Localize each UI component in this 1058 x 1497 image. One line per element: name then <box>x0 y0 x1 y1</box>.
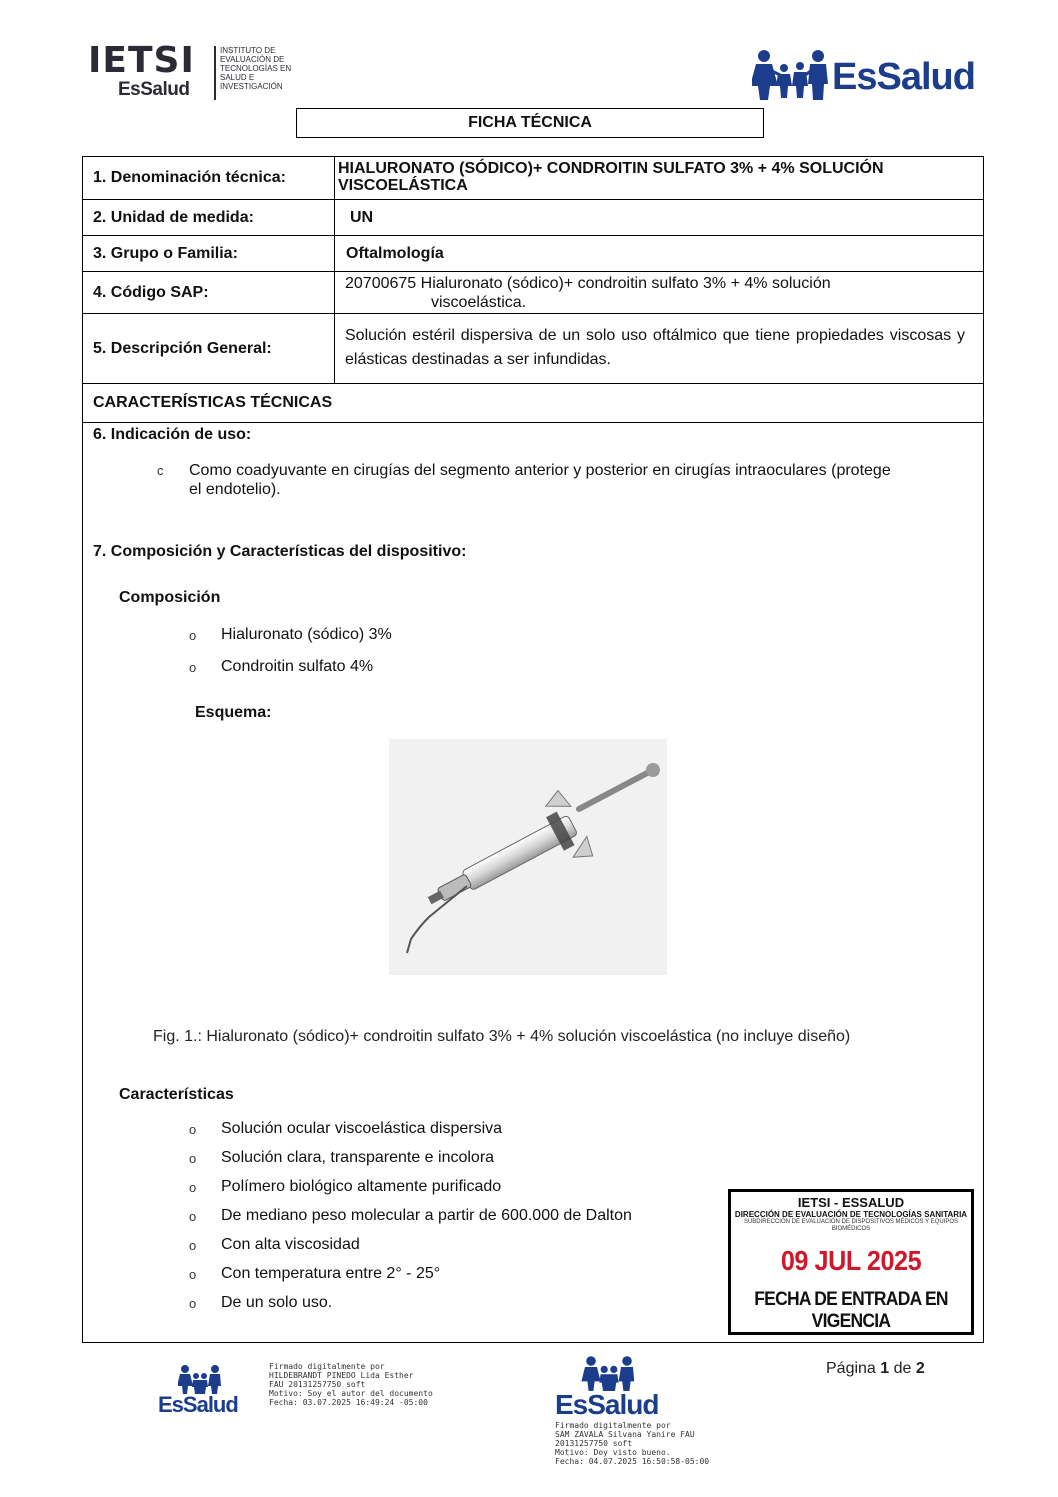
esquema-label: Esquema: <box>195 704 272 721</box>
row-value-grupo: Oftalmología <box>346 245 444 262</box>
ietsi-logo-divider <box>214 46 216 100</box>
row-value-denominacion: HIALURONATO (SÓDICO)+ CONDROITIN SULFATO 3% + 4% SOLUCIÓN VISCOELÁSTICA <box>338 160 884 194</box>
composicion-title: 7. Composición y Características del dispositivo: <box>93 543 467 560</box>
ietsi-logo-word: IETSI <box>88 40 195 81</box>
footer-essalud-logo-center: EsSalud <box>555 1355 665 1421</box>
stamp-label: FECHA DE ENTRADA EN VIGENCIA <box>754 1289 948 1332</box>
table-row <box>83 157 983 200</box>
document-title: FICHA TÉCNICA <box>296 108 764 138</box>
table-row <box>83 236 983 272</box>
figure-caption: Fig. 1.: Hialuronato (sódico)+ condroitin sulfato 3% + 4% solución viscoelástica (no incluye diseño) <box>153 1028 851 1045</box>
technical-sheet-frame: 1. Denominación técnica: HIALURONATO (SÓDICO)+ CONDROITIN SULFATO 3% + 4% SOLUCIÓN VISCOELÁSTICA 2. Unidad de medida: UN 3. Grupo o Familia: Oftalmología 4. Código SAP: 20700675 Hialuronato (sódico)+ condroitin sulfato 3% + 4% solución viscoelástica. 5. Descripción General: Solución estéril dispersiva de un solo uso oftálmico que tiene propiedades viscosas y elásticas destinadas a ser infundidas. CARACTERÍSTICAS TÉCNICAS 6. Indicación de uso: c Como coadyuvante en cirugías del segmento anterior y posterior en cirugías intraoculares (protege el endotelio). 7. Composición y Características del dispositivo: Composición o Hialuronato (sódico) 3% o Condroitin sulfato 4% Esquema: Fig. 1.: Hialuronato (sódico)+ condroitin sulfato 3% + 4% solución viscoelástica (no incluye diseño) Características o Solución ocular viscoelástica dispersiva o Solución clara, transparente e incolora o Polímero biológico altamente purificado o De mediano peso molecular a partir de 600.000 de Dalton o Con alta viscosidad o Con temperatura entre 2° - 25° o De un solo uso. <box>82 156 984 1343</box>
caracteristicas-subtitle: Características <box>119 1086 234 1103</box>
stamp-institution: IETSI - ESSALUD <box>797 1195 905 1210</box>
row-label: 4. Código SAP: <box>83 272 335 313</box>
syringe-figure <box>389 739 667 975</box>
page-number: Página 1 de 2 <box>826 1360 925 1377</box>
essalud-logo <box>752 48 982 104</box>
footer-essalud-logo-left: EsSalud <box>158 1364 242 1420</box>
digital-signature-1: Firmado digitalmente por HILDEBRANDT PINEDO Lida Esther FAU 20131257750 soft Motivo: Soy el autor del documento Fecha: 03.07.2025 16:49:24 -05:00 <box>269 1362 433 1407</box>
row-label: 1. Denominación técnica: <box>83 157 335 199</box>
row-label: 5. Descripción General: <box>83 314 335 383</box>
table-row <box>83 314 983 384</box>
ietsi-logo-sub: EsSalud <box>118 79 190 100</box>
table-row <box>83 200 983 236</box>
essalud-family-icon <box>752 48 832 100</box>
composicion-subtitle: Composición <box>119 589 221 606</box>
row-label: 3. Grupo o Familia: <box>83 236 335 271</box>
bullet-marker: c <box>157 463 164 478</box>
essalud-logo-word: EsSalud <box>832 56 975 98</box>
essalud-family-icon <box>581 1355 637 1391</box>
essalud-family-icon <box>178 1364 222 1394</box>
ietsi-logo <box>88 42 318 104</box>
row-label: 2. Unidad de medida: <box>83 200 335 235</box>
indicacion-title: 6. Indicación de uso: <box>93 426 252 443</box>
stamp-subdirection: SUBDIRECCIÓN DE EVALUACIÓN DE DISPOSITIVOS MÉDICOS Y EQUIPOS BIOMÉDICOS <box>743 1219 959 1232</box>
stamp-direction: DIRECCIÓN DE EVALUACIÓN DE TECNOLOGÍAS SANITARIA <box>734 1210 968 1219</box>
effective-date-stamp <box>728 1189 974 1335</box>
stamp-date: 09 JUL 2025 <box>780 1245 922 1276</box>
row-value-unidad: UN <box>350 209 374 226</box>
table-row <box>83 272 983 314</box>
ietsi-logo-text: INSTITUTO DE EVALUACIÓN DE TECNOLOGÍAS EN SALUD E INVESTIGACIÓN <box>220 46 292 91</box>
row-value-codigo-sap: 20700675 Hialuronato (sódico)+ condroitin sulfato 3% + 4% solución viscoelástica. <box>345 275 831 311</box>
row-value-descripcion: Solución estéril dispersiva de un solo uso oftálmico que tiene propiedades viscosas y elásticas destinadas a ser infundidas. <box>345 327 965 368</box>
section-title: CARACTERÍSTICAS TÉCNICAS <box>93 394 333 411</box>
digital-signature-2: Firmado digitalmente por SAM ZAVALA Silvana Yanire FAU 20131257750 soft Motivo: Doy visto bueno. Fecha: 04.07.2025 16:50:58-05:00 <box>555 1421 710 1466</box>
syringe-illustration <box>389 739 667 975</box>
section-header-row <box>83 384 983 423</box>
